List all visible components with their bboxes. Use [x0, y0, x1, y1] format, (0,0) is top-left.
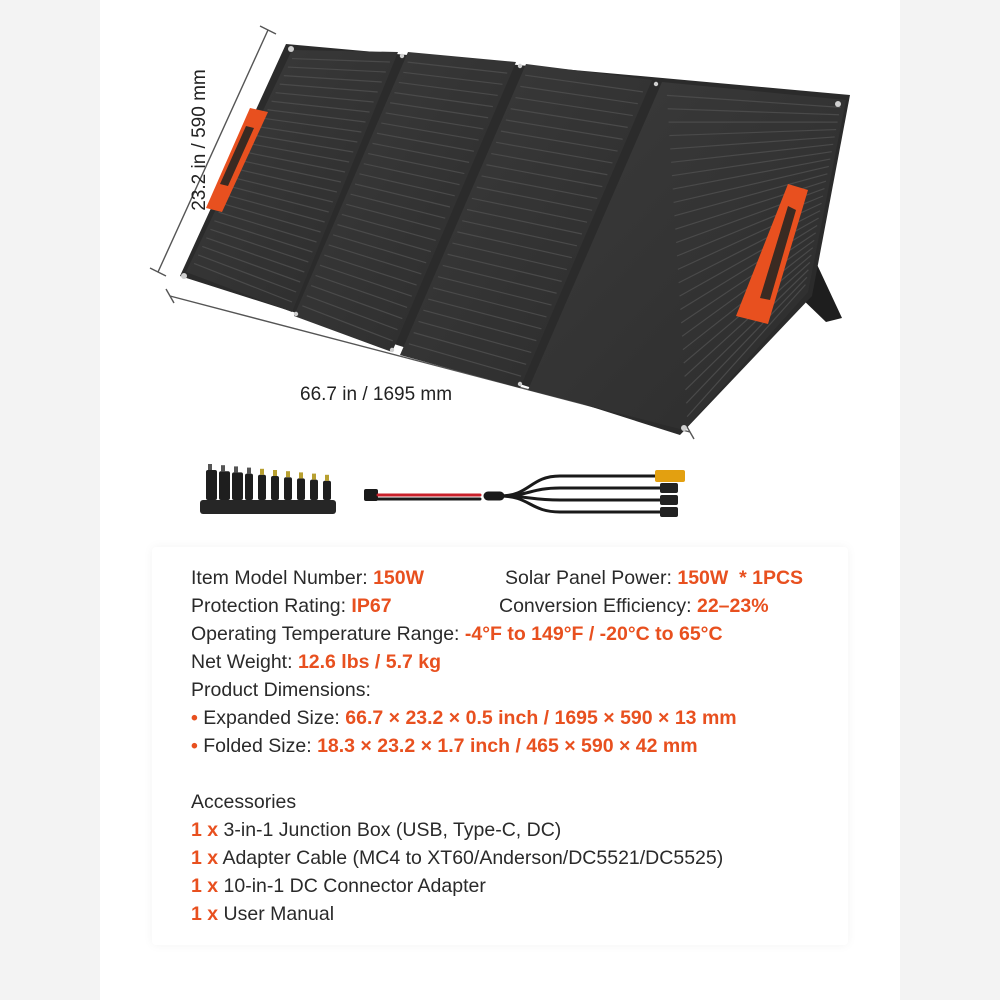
dc-tip-pin — [312, 474, 316, 480]
accessory-qty: 1 x — [191, 875, 219, 897]
spec-weight-label: Net Weight: — [191, 651, 298, 673]
accessory-qty: 1 x — [191, 819, 219, 841]
dc-tip-pin — [299, 472, 303, 478]
dc-tip — [219, 471, 230, 500]
dc-tip — [206, 470, 217, 500]
spec-model — [191, 566, 424, 590]
accessory-qty: 1 x — [191, 903, 219, 925]
width-dimension-label: 66.7 in / 1695 mm — [300, 384, 453, 405]
accessory-text: User Manual — [223, 903, 335, 925]
spec-protection-label: Protection Rating: — [191, 595, 352, 617]
dc-tip-pin — [325, 475, 329, 481]
spec-temperature-value: -4°F to 149°F / -20°C to 65°C — [464, 623, 723, 645]
bullet-icon: • — [191, 735, 204, 757]
dc-tip-pin — [286, 471, 290, 477]
spec-efficiency-label: Conversion Efficiency: — [499, 595, 697, 617]
spec-folded-label: Folded Size: — [203, 735, 318, 757]
dc-tip-pin — [260, 469, 264, 475]
spec-expanded-size — [191, 706, 737, 730]
dc-tip — [245, 474, 253, 500]
dc-tip-pin — [247, 468, 251, 474]
dc-connector-adapters — [200, 464, 336, 514]
spec-protection — [191, 594, 392, 618]
spec-power — [505, 566, 803, 590]
spec-temperature-label: Operating Temperature Range: — [191, 623, 465, 645]
spec-model-label: Item Model Number: — [191, 567, 374, 589]
spec-model-value: 150W — [373, 567, 425, 589]
spec-protection-value: IP67 — [351, 595, 392, 617]
dc-tip-pin — [234, 466, 238, 472]
spec-dimensions-heading: Product Dimensions: — [191, 679, 371, 701]
dc-tip-pin — [273, 470, 277, 476]
dc-tip — [323, 481, 331, 500]
dc-tip-pin — [221, 465, 225, 471]
bullet-icon: • — [191, 707, 204, 729]
dc-tip-pin — [208, 464, 212, 470]
spec-weight — [191, 650, 441, 674]
dc-tip — [297, 478, 305, 500]
accessory-text: 10-in-1 DC Connector Adapter — [223, 875, 486, 897]
spec-expanded-label: Expanded Size: — [203, 707, 346, 729]
dc-tip — [310, 480, 318, 500]
solar-panel — [180, 44, 850, 435]
accessory-item — [191, 846, 723, 870]
dc-tip — [271, 476, 279, 500]
dc-tip — [232, 472, 243, 500]
accessory-item — [191, 874, 486, 898]
accessory-item — [191, 902, 334, 926]
dc-tip — [284, 477, 292, 500]
spec-efficiency-value: 22–23% — [696, 595, 769, 617]
dc-tip — [258, 475, 266, 500]
accessory-text: Adapter Cable (MC4 to XT60/Anderson/DC5521/DC5525) — [222, 847, 724, 869]
spec-folded-size — [191, 734, 698, 758]
spec-weight-value: 12.6 lbs / 5.7 kg — [297, 651, 442, 673]
spec-expanded-value: 66.7 × 23.2 × 0.5 inch / 1695 × 590 × 13 mm — [345, 707, 737, 729]
spec-power-label: Solar Panel Power: — [505, 567, 678, 589]
spec-temperature — [191, 622, 723, 646]
adapter-cable — [364, 470, 685, 517]
accessory-text: 3-in-1 Junction Box (USB, Type-C, DC) — [223, 819, 562, 841]
accessory-item — [191, 818, 561, 842]
accessories-heading: Accessories — [191, 791, 297, 813]
height-dimension-label: 23.2 in / 590 mm — [189, 69, 210, 211]
accessory-qty: 1 x — [191, 847, 219, 869]
spec-folded-value: 18.3 × 23.2 × 1.7 inch / 465 × 590 × 42 mm — [317, 735, 698, 757]
spec-efficiency — [499, 594, 769, 618]
spec-power-value: 150W * 1PCS — [677, 567, 804, 589]
